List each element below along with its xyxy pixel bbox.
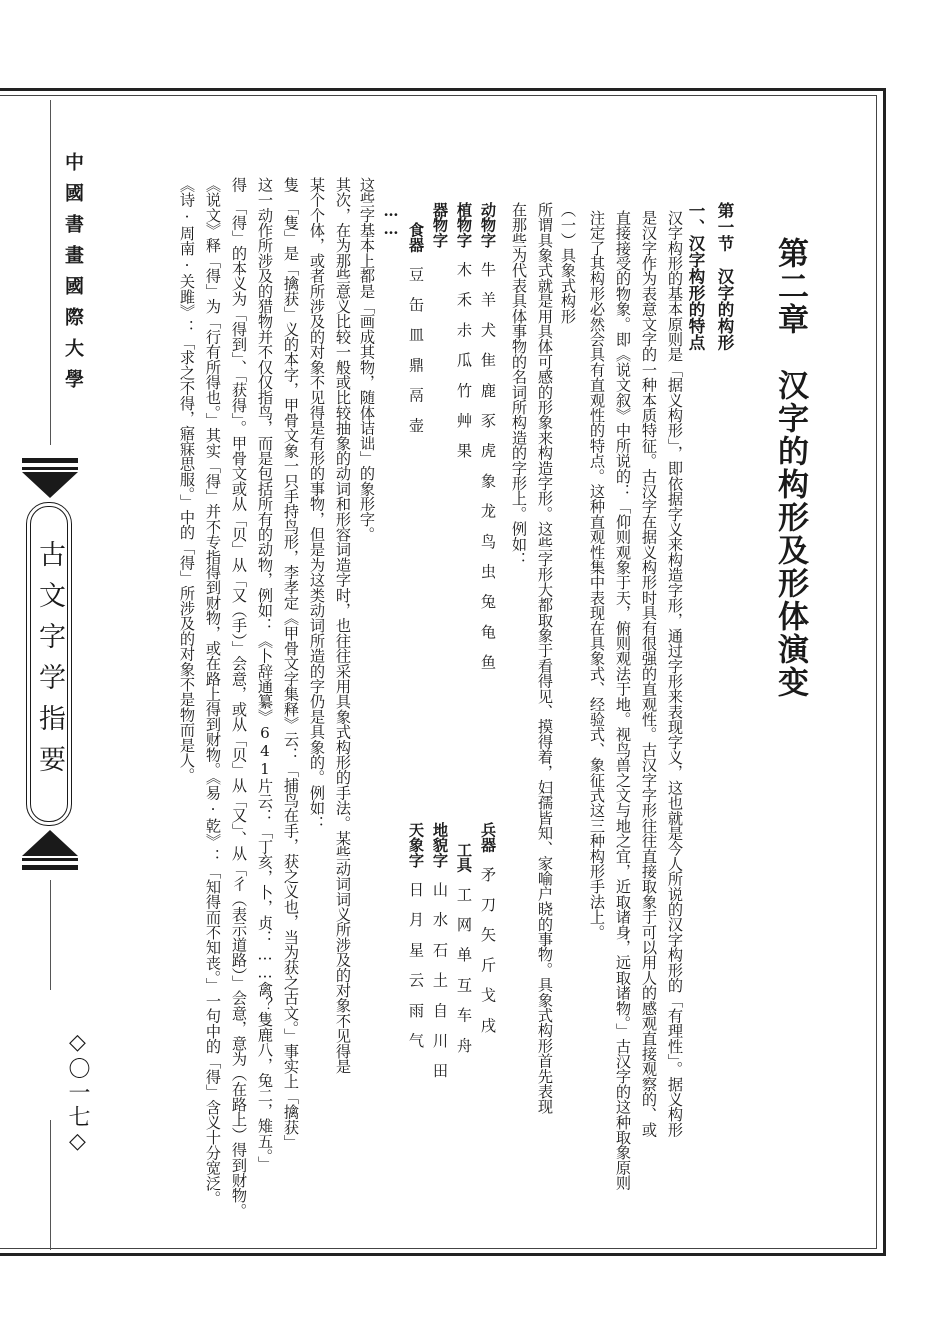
text-line: 《诗·周南·关雎》：「求之不得，寤寐思服。」中的「得」所涉及的对象不是物而是人。 bbox=[178, 177, 196, 783]
lexicon-row bbox=[454, 202, 475, 473]
lexicon-row bbox=[430, 822, 451, 1093]
lexicon-label: 工具 bbox=[455, 842, 473, 873]
lexicon-chars: 山水石土自川田 bbox=[431, 881, 449, 1094]
text-line: 汉字构形的基本原则是「据义构形」，即依据字义来构造字形，通过字形来表现字义，这也就是今人所说的汉字构形的「有理性」。据义构形 bbox=[666, 210, 684, 1138]
lexicon-chars: 工网单互车舟 bbox=[455, 886, 473, 1068]
banner-ornament-icon bbox=[22, 472, 78, 498]
paragraph bbox=[354, 177, 380, 542]
paragraph bbox=[506, 202, 558, 1114]
lexicon-label: 食器 bbox=[407, 222, 425, 253]
lexicon-row bbox=[406, 222, 427, 448]
school-name: 中國書畫國際大學 bbox=[62, 152, 84, 400]
margin-rule bbox=[50, 880, 51, 990]
lexicon-row bbox=[406, 822, 427, 1063]
banner-ornament-icon bbox=[22, 830, 78, 856]
text-line: 隻 「隻」是「擒获」义的本字，甲骨文象一只手持鸟形，李孝定《甲骨文字集释》云：「捕鸟在手，获之义也，当为获之古文。」事实上「擒获」 bbox=[282, 177, 300, 1150]
lexicon-label: 兵器 bbox=[479, 822, 497, 853]
margin-rule bbox=[50, 1120, 51, 1250]
subsection-title: （一）具象式构形 bbox=[559, 202, 577, 324]
lexicon-chars: 日月星云雨气 bbox=[407, 881, 425, 1063]
lexicon-chars: 木禾尗瓜竹艸果 bbox=[455, 261, 473, 474]
text-line: 在那些为代表具体事物的名词所构造的字形上。例如： bbox=[510, 202, 528, 567]
lexicon-label: 天象字 bbox=[407, 822, 425, 868]
lexicon-chars: 牛羊犬隹鹿豕虎象龙鸟虫兔龟鱼 bbox=[479, 261, 497, 685]
lexicon-label: 器物字 bbox=[431, 202, 449, 248]
lexicon-label: 植物字 bbox=[455, 202, 473, 248]
banner-bar bbox=[22, 858, 78, 861]
lexicon-row bbox=[454, 842, 475, 1068]
page-number: ◇〇一七◇ bbox=[65, 1030, 90, 1156]
banner-bar bbox=[22, 865, 78, 870]
text-line: 其次，在为那些意义比较一般或比较抽象的动词和形容词造字时，也往往采用具象式构形的手法。某些动词词义所涉及的对象不见得是 bbox=[334, 177, 352, 1074]
text-line: 注定了其构形必然会具有直观性的特点。这种直观性集中表现在具象式、经验式、象征式这三种构形手法上。 bbox=[588, 210, 606, 940]
section-title: 第一节 汉字的构形 bbox=[715, 202, 734, 351]
margin-rule bbox=[50, 100, 51, 445]
text-line: 《说文》释「得」为「行有所得也。」其实「得」并不专指得到财物，或在路上得到财物。《易·乾》：「知得而不知丧。」一句中的「得」含义十分宽泛。 bbox=[204, 177, 222, 1206]
text-line: 这些字基本上都是「画成其物，随体诘诎」的象形字。 bbox=[358, 177, 376, 542]
banner-bar bbox=[22, 467, 78, 470]
lexicon-chars: 豆缶皿鼎鬲壶 bbox=[407, 266, 425, 448]
lexicon-row bbox=[430, 202, 451, 248]
book-title: 古文字学指要 bbox=[34, 540, 65, 786]
text-line: 这一动作所涉及的猎物并不仅仅指鸟，而是包括所有的动物，例如：《卜辞通纂》641片云：「丁亥，卜，贞：……禽？隻鹿八，兔二，雉五。」 bbox=[256, 177, 274, 1172]
paragraph bbox=[584, 210, 688, 1190]
text-line: 某个个体，或者所涉及的对象不见得是有形的事物，但是为这类动词所造的字仍是具象的。例如： bbox=[308, 177, 326, 831]
text-line: 得 「得」的本义为「得到」、「获得」。甲骨文或从「贝」从「又（手）」会意，或从「贝」从「又」、从「彳（表示道路）」会意，意为（在路上）得到财物。 bbox=[230, 177, 248, 1219]
lexicon-label: 动物字 bbox=[479, 202, 497, 248]
lexicon-chars: 矛刀矢斤戈戌 bbox=[479, 866, 497, 1048]
lexicon-row bbox=[478, 202, 499, 684]
subsection-title: 一、汉字构形的特点 bbox=[686, 202, 705, 351]
lexicon-label: 地貌字 bbox=[431, 822, 449, 868]
paragraph bbox=[174, 177, 356, 1218]
banner-bar bbox=[22, 458, 78, 463]
lexicon-row bbox=[478, 822, 499, 1048]
ellipsis: …… bbox=[382, 202, 400, 238]
text-line: 直接接受的物象。即《说文叙》中所说的：「仰则观象于天，俯则观法于地。视鸟兽之文与地之宜，近取诸身，远取诸物。」古汉字的这种取象原则 bbox=[614, 210, 632, 1191]
chapter-title: 第二章 汉字的构形及形体演变 bbox=[772, 237, 808, 699]
text-line: 所谓具象式就是用具体可感的形象来构造字形。这些字形大都取象于看得见、摸得着，妇孺皆知、家喻户晓的事物。具象式构形首先表现 bbox=[536, 202, 554, 1114]
text-line: 是汉字作为表意文字的一种本质特征。古汉字在据义构形时具有很强的直观性。古汉字字形往往直接取象于可以用人的感观直接观察的、或 bbox=[640, 210, 658, 1138]
